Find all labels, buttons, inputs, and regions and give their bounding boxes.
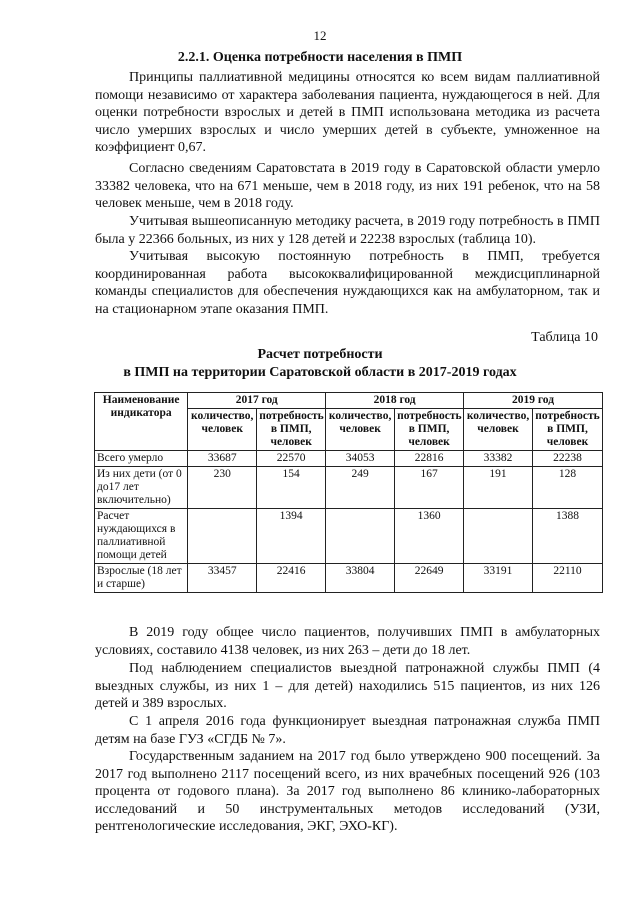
table-cell [188,509,257,564]
header-indicator: Наименование индикатора [95,393,188,451]
table-cell: 22816 [395,451,464,467]
subheader-need: потребность в ПМП, человек [257,409,326,451]
section-heading: 2.2.1. Оценка потребности населения в ПМП [177,50,463,65]
row-indicator: Из них дети (от 0 до17 лет включительно) [95,467,188,509]
table-cell: 128 [532,467,602,509]
table-cell: 167 [395,467,464,509]
table-row [95,451,603,467]
paragraph-children-service [95,713,600,748]
subheader-count: количество, человек [188,409,257,451]
table-row [95,564,603,593]
paragraph-text: Учитывая высокую постоянную потребность в ПМП, требуется координированная работа высококвалифицированной междисциплинарной команды специалистов для обеспечения нуждающихся как на амбулаторном, так и на стационарном этапе оказания ПМП. [95,249,600,317]
header-year-2019: 2019 год [464,393,603,409]
paragraph-mobile-service [95,660,600,713]
row-indicator: Всего умерло [95,451,188,467]
paragraph-text: Согласно сведениям Саратовстата в 2019 году в Саратовской области умерло 33382 человека, что на 671 меньше, чем в 2018 году, из них 191 ребенок, что на 58 человек меньше, чем в 2018 году. [95,161,600,212]
table-cell: 33457 [188,564,257,593]
table-row [95,467,603,509]
table-cell: 230 [188,467,257,509]
header-year-2017: 2017 год [188,393,326,409]
subheader-need: потребность в ПМП, человек [395,409,464,451]
table-cell [464,509,533,564]
table-cell: 22649 [395,564,464,593]
paragraph-outpatients [95,624,600,659]
table-label: Таблица 10 [531,330,598,345]
table-cell: 22238 [532,451,602,467]
header-year-2018: 2018 год [326,393,464,409]
subheader-count: количество, человек [464,409,533,451]
paragraph-text: Под наблюдением специалистов выездной патронажной службы ПМП (4 выездных службы, из них 1 – для детей) находились 515 пациентов, из них 126 детей и 389 взрослых. [95,661,600,712]
table-cell: 1360 [395,509,464,564]
paragraph-principles [95,69,600,157]
table-cell: 249 [326,467,395,509]
table-cell: 22416 [257,564,326,593]
paragraph-text: Учитывая вышеописанную методику расчета, в 2019 году потребность в ПМП была у 22366 больных, из них у 128 детей и 22238 взрослых (таблица 10). [95,214,600,247]
table-title-line1: Расчет потребности [257,347,383,362]
paragraph-text: В 2019 году общее число пациентов, получивших ПМП в амбулаторных условиях, составило 4138 человек, из них 263 – дети до 18 лет. [95,625,600,658]
table-header-row [95,393,603,409]
row-indicator: Взрослые (18 лет и старше) [95,564,188,593]
paragraph-text: Принципы паллиативной медицины относятся ко всем видам паллиативной помощи независимо от характера заболевания пациента, нуждающегося в ней. Для оценки потребности взрослых и детей в ПМП использована методика из расчета число умерших взрослых и число умерших детей в субъекте, умноженное на коэффициент 0,67. [95,70,600,156]
paragraph-state-task [95,748,600,836]
paragraph-need [95,213,600,248]
table-cell: 33191 [464,564,533,593]
table-row [95,509,603,564]
table-cell: 191 [464,467,533,509]
paragraph-text: Государственным заданием на 2017 год было утверждено 900 посещений. За 2017 год выполнено 2117 посещений всего, из них врачебных посещений 926 (103 процента от годового плана). За 2017 год выполнено 86 клинико-лабораторных исследований и 50 инструментальных методов исследований (УЗИ, рентгенологические исследования, ЭКГ, ЭХО-КГ). [95,749,600,835]
table-cell: 22110 [532,564,602,593]
table-cell: 33687 [188,451,257,467]
table-cell: 33804 [326,564,395,593]
table-cell [326,509,395,564]
table-cell: 34053 [326,451,395,467]
page-number: 12 [313,28,327,43]
table-cell: 154 [257,467,326,509]
row-indicator: Расчет нуждающихся в паллиативной помощи детей [95,509,188,564]
table-cell: 1394 [257,509,326,564]
table-cell: 22570 [257,451,326,467]
paragraph-coordination [95,248,600,318]
table-title-line2: в ПМП на территории Саратовской области в 2017-2019 годах [123,365,517,380]
need-table [94,392,603,593]
paragraph-mortality [95,160,600,213]
subheader-count: количество, человек [326,409,395,451]
table-cell: 33382 [464,451,533,467]
subheader-need: потребность в ПМП, человек [532,409,602,451]
table-cell: 1388 [532,509,602,564]
paragraph-text: С 1 апреля 2016 года функционирует выездная патронажная служба ПМП детям на базе ГУЗ «СГДБ № 7». [95,714,600,747]
